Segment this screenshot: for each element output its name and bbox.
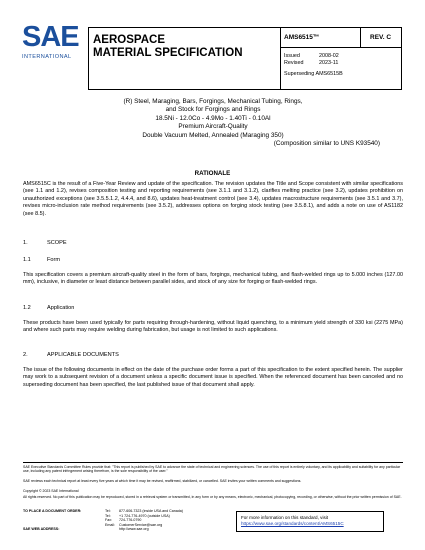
revised-date: 2023-11	[319, 60, 339, 66]
section-2-heading	[23, 352, 119, 358]
title-line-2: MATERIAL SPECIFICATION	[93, 47, 243, 59]
issued-label: Issued	[284, 53, 300, 59]
melting-line: Double Vacuum Melted, Annealed (Maraging 350)	[142, 131, 284, 139]
dates	[281, 48, 402, 67]
rationale-heading: RATIONALE	[194, 170, 231, 177]
section-1-heading	[23, 240, 67, 246]
section-title: Application	[47, 305, 75, 311]
web-link[interactable]: http://www.sae.org	[119, 527, 149, 532]
revised-label: Revised	[284, 60, 304, 66]
doc-number-row	[281, 28, 402, 48]
tel-label: Tel:	[105, 513, 111, 518]
feedback-text: For more information on this standard, visit	[241, 515, 329, 520]
quality-line: Premium Aircraft-Quality	[178, 123, 248, 131]
revision: REV. C	[360, 28, 402, 47]
footer-copyright: Copyright © 2023 SAE International	[23, 489, 79, 493]
logo-subtext: INTERNATIONAL	[22, 54, 72, 60]
fax-value: 724-776-0790	[119, 518, 142, 523]
section-1-2-text: These products have been used typically for parts requiring through-hardening, without liquid quenching, to a minimum yield strength of 330 ksi (2275 MPa) and where such parts may require welding during fabrication, but usage is not limited to such applications.	[23, 320, 403, 334]
title-line: and Stock for Forgings and Rings	[165, 106, 261, 114]
web-label: SAE WEB ADDRESS:	[23, 527, 60, 532]
revised-row	[281, 60, 402, 67]
order-label: TO PLACE A DOCUMENT ORDER:	[23, 509, 82, 513]
doc-number: AMS6515™	[284, 34, 320, 41]
uns-line: (Composition similar to UNS K93540)	[273, 140, 380, 148]
section-1-1-heading	[23, 257, 60, 263]
footer-review-note: SAE reviews each technical report at least every five years at which time it may be revised, reaffirmed, stabilized, or cancelled. SAE invites your written comments and suggestions.	[23, 479, 302, 483]
composition-line: 18.5Ni - 12.0Co - 4.9Mo - 1.40Ti - 0.10Al	[155, 114, 271, 122]
footer-disclaimer: SAE Executive Standards Committee Rules provide that: "This report is published by SAE to advance the state of technical and engineering sciences. The use of this report is entirely voluntary, and its applicability and suitability for any particular use, including any patent infringement arising therefrom, is the sole responsibility of the user."	[23, 465, 401, 474]
footer-rights: All rights reserved. No part of this publication may be reproduced, stored in a retrieval system or transmitted, in any form or by any means, electronic, mechanical, photocopying, recording, or otherwise, without the prior written permission of SAE.	[23, 495, 402, 499]
logo-text: SAE	[22, 21, 79, 53]
footer-divider	[23, 462, 403, 463]
section-title: SCOPE	[47, 240, 67, 246]
order-contact	[23, 509, 183, 532]
standard-link[interactable]: https://www.sae.org/standards/content/AMS6515C	[241, 521, 344, 527]
section-1-2-heading	[23, 305, 74, 311]
tel-label: Tel:	[105, 509, 111, 513]
section-number: 1.1	[23, 257, 31, 263]
section-2-text: The issue of the following documents in effect on the date of the purchase order forms a part of this specification to the extent specified herein. The supplier may work to a subsequent revision of a document unless a specific document issue is specified. When the referenced document has been canceled and no superseding document has been specified, the last published issue of that document shall apply.	[23, 367, 403, 388]
title-line-1: AEROSPACE	[93, 34, 165, 46]
contact-row	[23, 527, 183, 532]
feedback-box	[236, 511, 384, 532]
document-type-title	[93, 34, 243, 60]
header-box	[88, 27, 402, 90]
email-link[interactable]: CustomerService@sae.org	[119, 522, 163, 527]
tel-value: +1 724-776-4970 (outside USA)	[119, 513, 170, 518]
title-line: (R) Steel, Maraging, Bars, Forgings, Mechanical Tubing, Rings,	[123, 98, 303, 105]
section-number: 2.	[23, 352, 28, 358]
issued-row	[281, 53, 402, 60]
rationale-text: AMS6515C is the result of a Five-Year Review and update of the specification. The revision updates the Title and Scope consistent with similar specifications (see 1.1 and 1.2), revises composition testing and reporting requirements (see 3.1.1 and 3.1.2), clarifies melting practice (see 3.2), updates prohibition on unauthorized exceptions (see 3.5.5.1.2, 4.4.4, and 8.6), updates heat-treatment control (see 3.4), updates macrostructure requirements (see 3.5.1 and 3.7), revises micro-inclusion rate method requirements (see 3.5.2), addresses options on forging stock testing (see 3.5.8.1), and adds a note on use of AS1182 (see 8.5).	[23, 181, 403, 217]
material-title-block	[28, 98, 398, 148]
section-number: 1.	[23, 240, 28, 246]
tel-value: 877-606-7323 (inside USA and Canada)	[119, 509, 183, 513]
superseding: Superseding AMS6515B	[284, 71, 343, 77]
issued-date: 2008-02	[319, 53, 339, 59]
fax-label: Fax:	[105, 518, 112, 523]
header-meta	[280, 28, 402, 90]
section-title: APPLICABLE DOCUMENTS	[47, 352, 119, 358]
sae-logo	[22, 22, 80, 72]
section-title: Form	[47, 257, 61, 263]
section-1-1-text: This specification covers a premium aircraft-quality steel in the form of bars, forgings, mechanical tubing, and flash-welded rings up to 5.000 inches (127.00 mm), inclusive, in diameter or least distance between parallel sides, and stock of any size for forging or flash-welded rings.	[23, 272, 403, 286]
email-label: Email:	[105, 522, 115, 527]
section-number: 1.2	[23, 305, 31, 311]
